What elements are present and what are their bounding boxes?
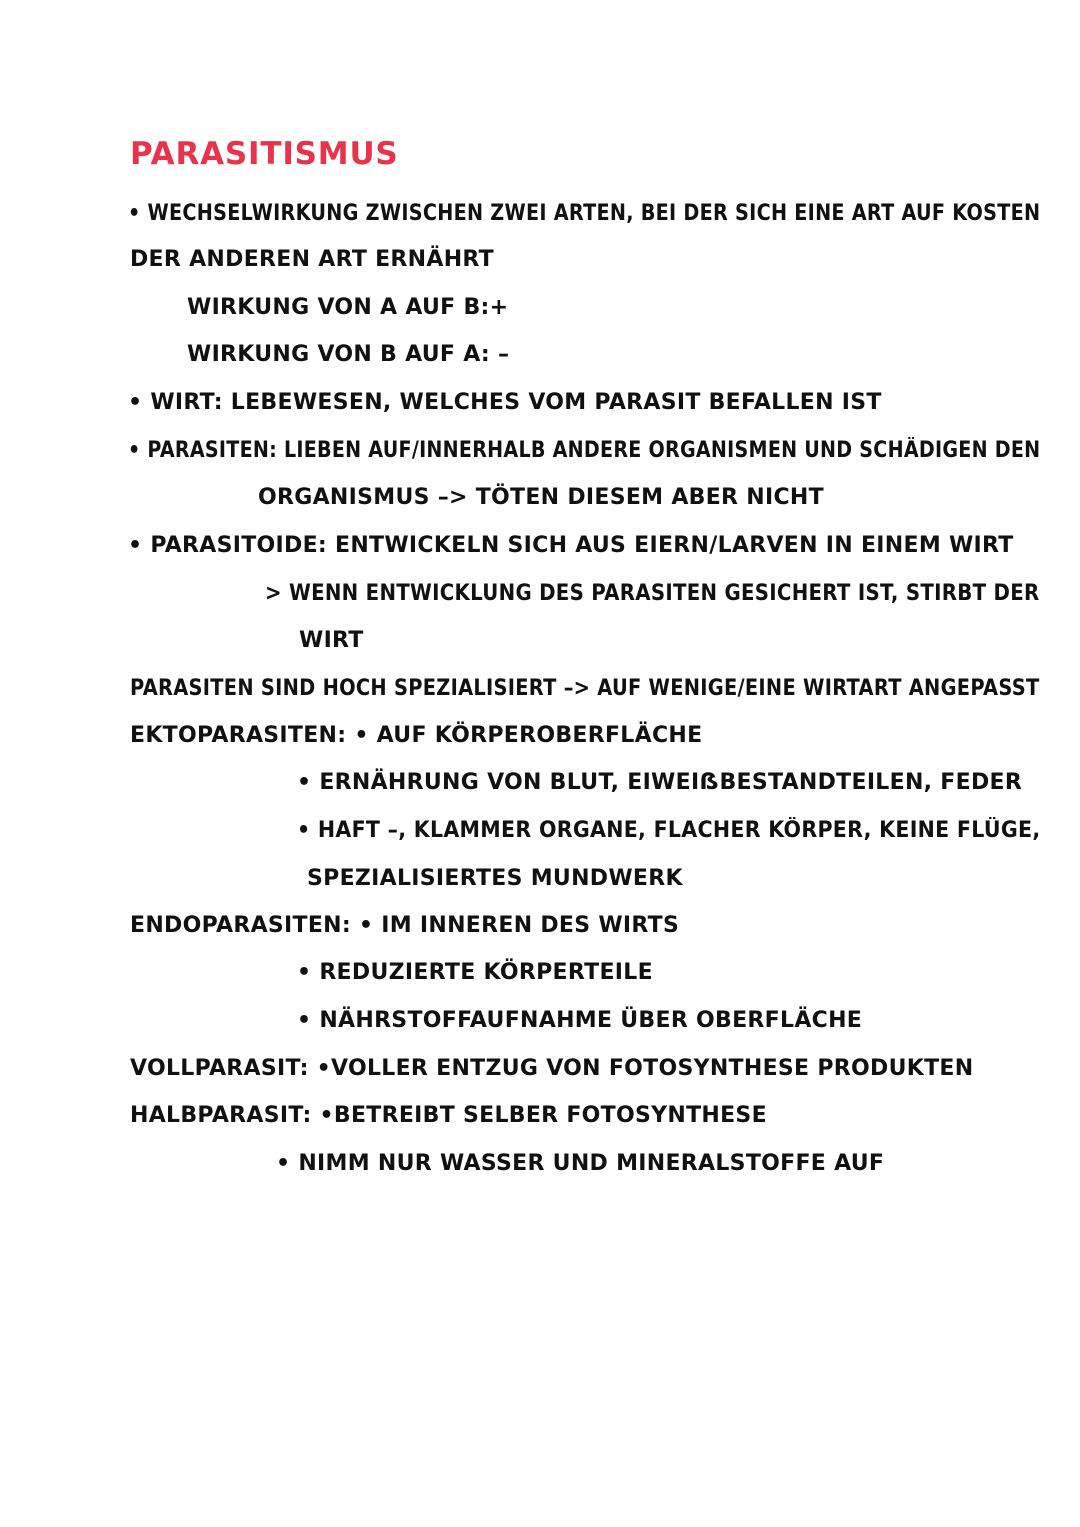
text-line-ekto-3: • HAFT –, KLAMMER ORGANE, FLACHER KÖRPER, KEINE FLÜGE, — [297, 818, 1041, 843]
text-line-parasiten-cont: ORGANISMUS –> TÖTEN DIESEM ABER NICHT — [258, 485, 824, 510]
text-line-ekto-1: EKTOPARASITEN: • AUF KÖRPEROBERFLÄCHE — [130, 723, 703, 748]
text-line-halbparasit-1: HALBPARASIT: •BETREIBT SELBER FOTOSYNTHESE — [130, 1103, 767, 1128]
text-line-effect-b-a: WIRKUNG VON B AUF A: – — [187, 342, 510, 367]
text-line-ekto-3-cont: SPEZIALISIERTES MUNDWERK — [307, 866, 683, 891]
text-line-effect-a-b: WIRKUNG VON A AUF B:+ — [187, 295, 509, 320]
page-title: PARASITISMUS — [130, 136, 399, 172]
text-line-endo-1: ENDOPARASITEN: • IM INNEREN DES WIRTS — [130, 913, 680, 938]
text-line-parasiten: • PARASITEN: LIEBEN AUF/INNERHALB ANDERE ORGANISMEN UND SCHÄDIGEN DEN — [128, 438, 1041, 463]
text-line-endo-3: • NÄHRSTOFFAUFNAHME ÜBER OBERFLÄCHE — [297, 1008, 863, 1033]
text-line-vollparasit: VOLLPARASIT: •VOLLER ENTZUG VON FOTOSYNTHESE PRODUKTEN — [130, 1056, 974, 1081]
text-line-wirt: • WIRT: LEBEWESEN, WELCHES VOM PARASIT BEFALLEN IST — [128, 390, 882, 415]
text-line-spezialisiert: PARASITEN SIND HOCH SPEZIALISIERT –> AUF WENIGE/EINE WIRTART ANGEPASST — [130, 676, 1040, 701]
text-line-parasitoide-arrow: > WENN ENTWICKLUNG DES PARASITEN GESICHERT IST, STIRBT DER — [265, 581, 1040, 606]
text-line-definition-cont: DER ANDEREN ART ERNÄHRT — [130, 247, 494, 272]
text-line-halbparasit-2: • NIMM NUR WASSER UND MINERALSTOFFE AUF — [276, 1151, 885, 1176]
text-line-ekto-2: • ERNÄHRUNG VON BLUT, EIWEIẞBESTANDTEILEN, FEDER — [297, 770, 1023, 795]
text-line-definition: • WECHSELWIRKUNG ZWISCHEN ZWEI ARTEN, BEI DER SICH EINE ART AUF KOSTEN — [128, 201, 1041, 226]
text-line-parasitoide-wirt: WIRT — [299, 628, 364, 653]
text-line-parasitoide: • PARASITOIDE: ENTWICKELN SICH AUS EIERN/LARVEN IN EINEM WIRT — [128, 533, 1014, 558]
text-line-endo-2: • REDUZIERTE KÖRPERTEILE — [297, 960, 653, 985]
